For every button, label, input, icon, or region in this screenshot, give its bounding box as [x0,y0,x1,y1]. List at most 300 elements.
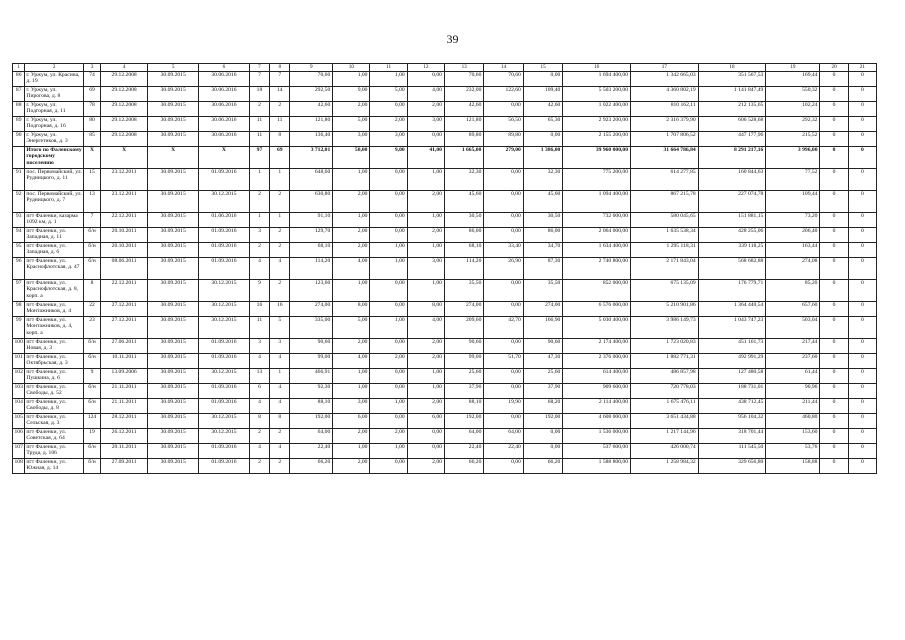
table-cell: 100 [13,339,25,354]
table-cell: 3,00 [407,117,444,132]
table-cell: 0,00 [370,169,407,191]
table-cell: 274,00 [444,302,483,317]
table-cell: 91 [13,169,25,191]
table-cell: 1,00 [333,72,370,87]
table-cell: 7 [249,72,269,87]
table-cell: 42,60 [290,102,333,117]
table-cell: 30.09.2015 [148,429,199,444]
table-cell: 0,00 [370,384,407,399]
table-cell: 4 [249,354,269,369]
table-cell: 0,00 [407,132,444,147]
table-cell: 0 [848,87,876,102]
table-cell: 94 [13,228,25,243]
table-cell: 568 682,88 [698,258,766,280]
column-number-15: 15 [523,64,562,72]
table-cell: 0 [820,369,848,384]
table-cell: 30.06.2016 [199,117,250,132]
table-cell: 3 986 149,73 [631,317,699,339]
table-cell: 1,00 [407,243,444,258]
table-cell: 8 [270,414,290,429]
table-cell: 0,00 [370,369,407,384]
table-cell: 136,40 [290,132,333,147]
table-cell: 675 135,09 [631,280,699,302]
table-cell: 1,00 [333,369,370,384]
column-number-9: 9 [290,64,333,72]
table-cell: 2,00 [333,228,370,243]
address-cell: пгт Фаленки, ул. Новая, д. 3 [25,339,84,354]
table-cell: 0,00 [370,302,407,317]
address-cell: г. Уржум, ул. Подгорная, д. 11 [25,102,84,117]
table-cell: 4 [249,444,269,459]
table-cell: 2,00 [407,102,444,117]
table-cell: 108 [13,459,25,474]
column-number-10: 10 [333,64,370,72]
table-cell: 0 [820,102,848,117]
table-cell: 0,00 [484,280,523,302]
table-cell: 163,44 [766,243,820,258]
table-cell: б/н [84,459,101,474]
table-cell: 30,50 [444,213,483,228]
page-number: 39 [446,32,459,46]
table-row [13,243,877,258]
table-cell: 1 [270,169,290,191]
table-cell: 0 [848,102,876,117]
table-cell: 30.09.2015 [148,399,199,414]
table-cell: 104 [13,399,25,414]
table-cell: 732 000,00 [563,213,631,228]
table-cell: 30.09.2015 [148,132,199,147]
table-total-row [13,147,877,169]
table-cell: 1 094 400,00 [563,191,631,213]
housing-registry-sheet [12,63,877,474]
table-cell: 0 [820,228,848,243]
table-cell: 21.11.2011 [100,384,147,399]
table-cell: б/н [84,258,101,280]
table-cell: 0 [848,280,876,302]
table-cell: 23.12.2011 [100,191,147,213]
table-cell: 4,00 [333,258,370,280]
table-row [13,132,877,147]
table-cell: 2 [249,243,269,258]
address-cell: пгт Фаленки, казарма 1092 км, д. 1 [25,213,84,228]
table-cell: 447 177,96 [698,132,766,147]
table-cell: 01.09.2016 [199,354,250,369]
table-row [13,429,877,444]
table-cell: 30.09.2015 [148,213,199,228]
table-cell: 630,80 [290,191,333,213]
table-cell: 4 [270,354,290,369]
table-cell: 2 [249,102,269,117]
table-cell: 80 [84,117,101,132]
table-cell: 1,00 [333,280,370,302]
table-cell: 0,00 [370,339,407,354]
table-cell: 0 [820,147,848,169]
table-cell: 18 [249,87,269,102]
table-cell: 2 740 800,00 [563,258,631,280]
table-cell: б/н [84,354,101,369]
table-cell: 69 [270,147,290,169]
table-cell: 9 [249,280,269,302]
table-cell: 6,00 [333,414,370,429]
table-cell: 1,00 [407,280,444,302]
table-cell: 292,32 [766,117,820,132]
table-cell: 1 723 020,83 [631,339,699,354]
table-cell: 30.09.2015 [148,354,199,369]
table-cell: 9,00 [333,87,370,102]
table-cell: 102 [13,369,25,384]
table-cell: 0 [848,243,876,258]
table-cell: 1 364 440,54 [698,302,766,317]
table-cell: 1,00 [370,258,407,280]
column-number-8: 8 [270,64,290,72]
table-cell: 4,00 [407,87,444,102]
table-cell: 66,20 [523,459,562,474]
table-cell: 1 342 665,03 [631,72,699,87]
table-cell: 95 [13,243,25,258]
table-cell: 0,00 [370,102,407,117]
address-cell: г. Уржум, ул. Подгорная, д. 16 [25,117,84,132]
table-cell: 70,60 [290,72,333,87]
address-cell: пгт Фаленки, ул. Монтажников, д. 4 [25,302,84,317]
table-cell: 64,00 [290,429,333,444]
table-cell: 5,00 [370,87,407,102]
table-row [13,228,877,243]
table-cell: 01.09.2016 [199,384,250,399]
table-cell: 35,50 [523,280,562,302]
table-cell: 01.06.2016 [199,213,250,228]
table-cell: 0 [820,444,848,459]
table-cell: 78 [84,102,101,117]
table-cell: 20.11.2011 [100,444,147,459]
table-cell: 29.12.2008 [100,132,147,147]
column-number-14: 14 [484,64,523,72]
table-cell: 11 [249,117,269,132]
address-cell: пгт Фаленки, ул. Сельская, д. 3 [25,414,84,429]
table-cell: 25,60 [523,369,562,384]
table-cell: 0 [820,339,848,354]
table-cell: 0 [820,213,848,228]
table-cell: 0 [820,72,848,87]
column-number-5: 5 [148,64,199,72]
table-cell: 33,40 [484,243,523,258]
table-cell: 8 [249,414,269,429]
table-cell: 30.09.2015 [148,280,199,302]
table-cell: 4 360 802,19 [631,87,699,102]
table-cell: 30.12.2015 [199,302,250,317]
table-cell: 30.09.2015 [148,369,199,384]
table-cell: 30.06.2016 [199,132,250,147]
table-cell: 123,60 [290,280,333,302]
table-cell: 88 [13,102,25,117]
table-cell: 3,00 [407,258,444,280]
column-number-6: 6 [199,64,250,72]
table-cell: 30.12.2015 [199,414,250,429]
column-number-header [13,64,877,72]
table-cell: 99 [13,317,25,339]
table-row [13,317,877,339]
table-cell: 1 [249,169,269,191]
table-cell: 166,90 [523,317,562,339]
table-cell: 61,44 [766,369,820,384]
table-cell: 217,44 [766,339,820,354]
table-cell: 30.09.2015 [148,102,199,117]
table-cell: 2,00 [333,102,370,117]
table-cell: 0 [848,191,876,213]
address-cell: пгт Фаленки, ул. Южная, д. 14 [25,459,84,474]
table-cell: 8 [84,280,101,302]
table-cell: 169,44 [766,72,820,87]
table-cell: 64,00 [484,429,523,444]
table-cell: 01.09.2016 [199,399,250,414]
table-cell: 2 [270,191,290,213]
table-cell: 109,44 [766,191,820,213]
table-cell: 3,00 [333,399,370,414]
table-cell: 232,00 [444,87,483,102]
table-cell: 158,88 [766,459,820,474]
column-number-3: 3 [84,64,101,72]
table-cell: 0,00 [407,444,444,459]
table-cell: 1,00 [370,317,407,339]
table-cell: 1,00 [370,399,407,414]
table-cell: 77,52 [766,169,820,191]
table-cell: 68,20 [523,399,562,414]
table-cell: 122,60 [484,87,523,102]
table-cell: 0 [848,459,876,474]
table-cell: 1,00 [407,384,444,399]
table-cell: 0 [848,369,876,384]
table-cell: 30.09.2015 [148,317,199,339]
table-cell: 105 [13,414,25,429]
table-cell: 1 217 144,96 [631,429,699,444]
table-cell: 318 701,44 [698,429,766,444]
table-cell: 1 665,00 [444,147,483,169]
table-cell: 1 588 800,00 [563,459,631,474]
table-cell: 0 [848,147,876,169]
table-row [13,191,877,213]
table-cell: 0 [848,444,876,459]
table-cell: 01.09.2016 [199,169,250,191]
table-cell: 3 [249,228,269,243]
table-cell: 192,00 [444,414,483,429]
table-cell: 129,70 [290,228,333,243]
table-row [13,459,877,474]
table-cell: 0 [820,280,848,302]
table-cell: 720 778,03 [631,384,699,399]
table-row [13,258,877,280]
table-cell: 11 [249,132,269,147]
table-cell: 30.09.2015 [148,384,199,399]
table-cell: 153,60 [766,429,820,444]
table-cell: 19 [84,429,101,444]
table-cell: 5 503 200,00 [563,87,631,102]
table-row [13,213,877,228]
table-cell: 0,00 [484,339,523,354]
table-cell: 22,40 [290,444,333,459]
table-cell: 580 045,65 [631,213,699,228]
table-cell: 176 779,71 [698,280,766,302]
table-cell: 428 255,06 [698,228,766,243]
table-cell: 88,10 [290,399,333,414]
table-cell: 4 [249,399,269,414]
column-number-11: 11 [370,64,407,72]
table-cell: 0 [820,87,848,102]
table-cell: 41,00 [407,147,444,169]
table-cell: 492 991,29 [698,354,766,369]
table-cell: 2 [249,459,269,474]
table-cell: 426 000,74 [631,444,699,459]
table-cell: 15 [84,169,101,191]
table-cell: 30.09.2015 [148,414,199,429]
table-cell: 2 [270,280,290,302]
table-cell: 2 [270,243,290,258]
table-cell: 30.09.2015 [148,191,199,213]
table-cell: 13.09.2006 [100,369,147,384]
address-cell: пгт Фаленки, ул. Свободы, д. 8 [25,399,84,414]
table-cell: 2 316 379,90 [631,117,699,132]
table-cell: 30.09.2015 [148,258,199,280]
table-cell [13,147,25,169]
column-number-18: 18 [698,64,766,72]
address-cell: пгт Фаленки, ул. Октябрьская, д. 3 [25,354,84,369]
table-cell: 28.12.2011 [100,414,147,429]
table-cell: 0 [820,243,848,258]
table-cell: 2,00 [407,228,444,243]
table-cell: 0 [820,117,848,132]
table-cell: 0 [848,117,876,132]
table-cell: 39 960 000,00 [563,147,631,169]
table-cell: 114,20 [444,258,483,280]
table-cell: 20.10.2011 [100,243,147,258]
table-cell: 30.06.2016 [199,72,250,87]
table-cell: 0 [820,169,848,191]
table-cell: 4 [270,399,290,414]
table-cell: 852 000,00 [563,280,631,302]
table-row [13,399,877,414]
table-cell: 0,00 [523,429,562,444]
table-cell: 1 [249,213,269,228]
table-cell: 0,00 [484,213,523,228]
table-cell: 1 [270,213,290,228]
table-cell: 01.09.2016 [199,243,250,258]
table-cell: 0,00 [523,72,562,87]
column-number-13: 13 [444,64,483,72]
table-cell: 101 [13,354,25,369]
table-cell: б/н [84,228,101,243]
table-cell: 30.12.2015 [199,317,250,339]
table-cell: 775 200,00 [563,169,631,191]
table-cell: 127 480,58 [698,369,766,384]
table-cell: 2,00 [333,243,370,258]
table-cell: 66,20 [444,459,483,474]
table-cell: 30.12.2015 [199,369,250,384]
table-cell: 614 277,85 [631,169,699,191]
table-cell: 227 074,78 [698,191,766,213]
table-cell: 1 022 400,00 [563,102,631,117]
table-cell: 4 [270,258,290,280]
column-number-4: 4 [100,64,147,72]
table-cell: 0,00 [484,102,523,117]
table-cell: 27.09.2011 [100,459,147,474]
table-cell: 0 [848,399,876,414]
address-cell: пгт Фаленки, ул. Пушкина, д. 6 [25,369,84,384]
table-cell: 2 923 200,00 [563,117,631,132]
table-cell: 0 [848,429,876,444]
address-cell: пос. Первомайский, ул. Рудницкого, д. 7 [25,191,84,213]
table-cell: 0 [820,459,848,474]
table-cell: 4,00 [333,354,370,369]
table-cell: 30.09.2015 [148,339,199,354]
table-cell: 2,00 [370,354,407,369]
table-cell: 867 215,78 [631,191,699,213]
table-cell: 160 844,63 [698,169,766,191]
table-cell: 69 [84,87,101,102]
table-row [13,339,877,354]
table-cell: 0 [820,429,848,444]
table-cell: 648,60 [290,169,333,191]
table-cell: 335,00 [290,317,333,339]
table-cell: 22,40 [484,444,523,459]
table-cell: 121,80 [290,117,333,132]
table-cell: 87,30 [523,258,562,280]
table-cell: 0 [848,302,876,317]
column-number-19: 19 [766,64,820,72]
table-cell: 192,00 [523,414,562,429]
column-number-21: 21 [848,64,876,72]
table-cell: X [84,147,101,169]
address-cell: пгт Фаленки, ул. Советская, д. 64 [25,429,84,444]
table-cell: 1,00 [333,384,370,399]
table-cell: 0,00 [484,369,523,384]
table-cell: 0,00 [370,280,407,302]
table-cell: 0 [848,354,876,369]
table-cell: 0 [820,399,848,414]
table-cell: 96 [13,258,25,280]
table-cell: 30.12.2015 [199,429,250,444]
table-cell: 91,10 [290,213,333,228]
table-cell: 7 [84,213,101,228]
table-cell: 42,60 [523,102,562,117]
table-cell: 206,40 [766,228,820,243]
address-cell: пгт Фаленки, ул. Монтажников, д. 4, корп. а [25,317,84,339]
table-cell: 0,00 [370,191,407,213]
table-cell: 1 141 847,49 [698,87,766,102]
table-cell: 151 881,15 [698,213,766,228]
table-cell: 13 [84,191,101,213]
table-cell: 97 [13,280,25,302]
table-cell: 51,70 [484,354,523,369]
address-cell: пгт Фаленки, ул. Свободы, д. 52 [25,384,84,399]
table-cell: 3,00 [370,132,407,147]
table-cell: 30.09.2015 [148,302,199,317]
table-cell: 70,60 [444,72,483,87]
column-number-12: 12 [407,64,444,72]
table-cell: 0 [820,302,848,317]
table-cell: 92 [13,191,25,213]
table-cell: 0 [848,213,876,228]
table-cell: 351 567,53 [698,72,766,87]
table-cell: 2,00 [333,339,370,354]
table-cell: 22 [84,302,101,317]
table-cell: 4 608 000,00 [563,414,631,429]
table-cell: 1,00 [407,169,444,191]
table-cell: 65,30 [523,117,562,132]
table-cell: 339 118,25 [698,243,766,258]
table-cell: 30.09.2015 [148,444,199,459]
table-cell: 11 [270,117,290,132]
column-number-2: 2 [25,64,84,72]
table-cell: 90,96 [766,384,820,399]
table-cell: 5 210 901,86 [631,302,699,317]
